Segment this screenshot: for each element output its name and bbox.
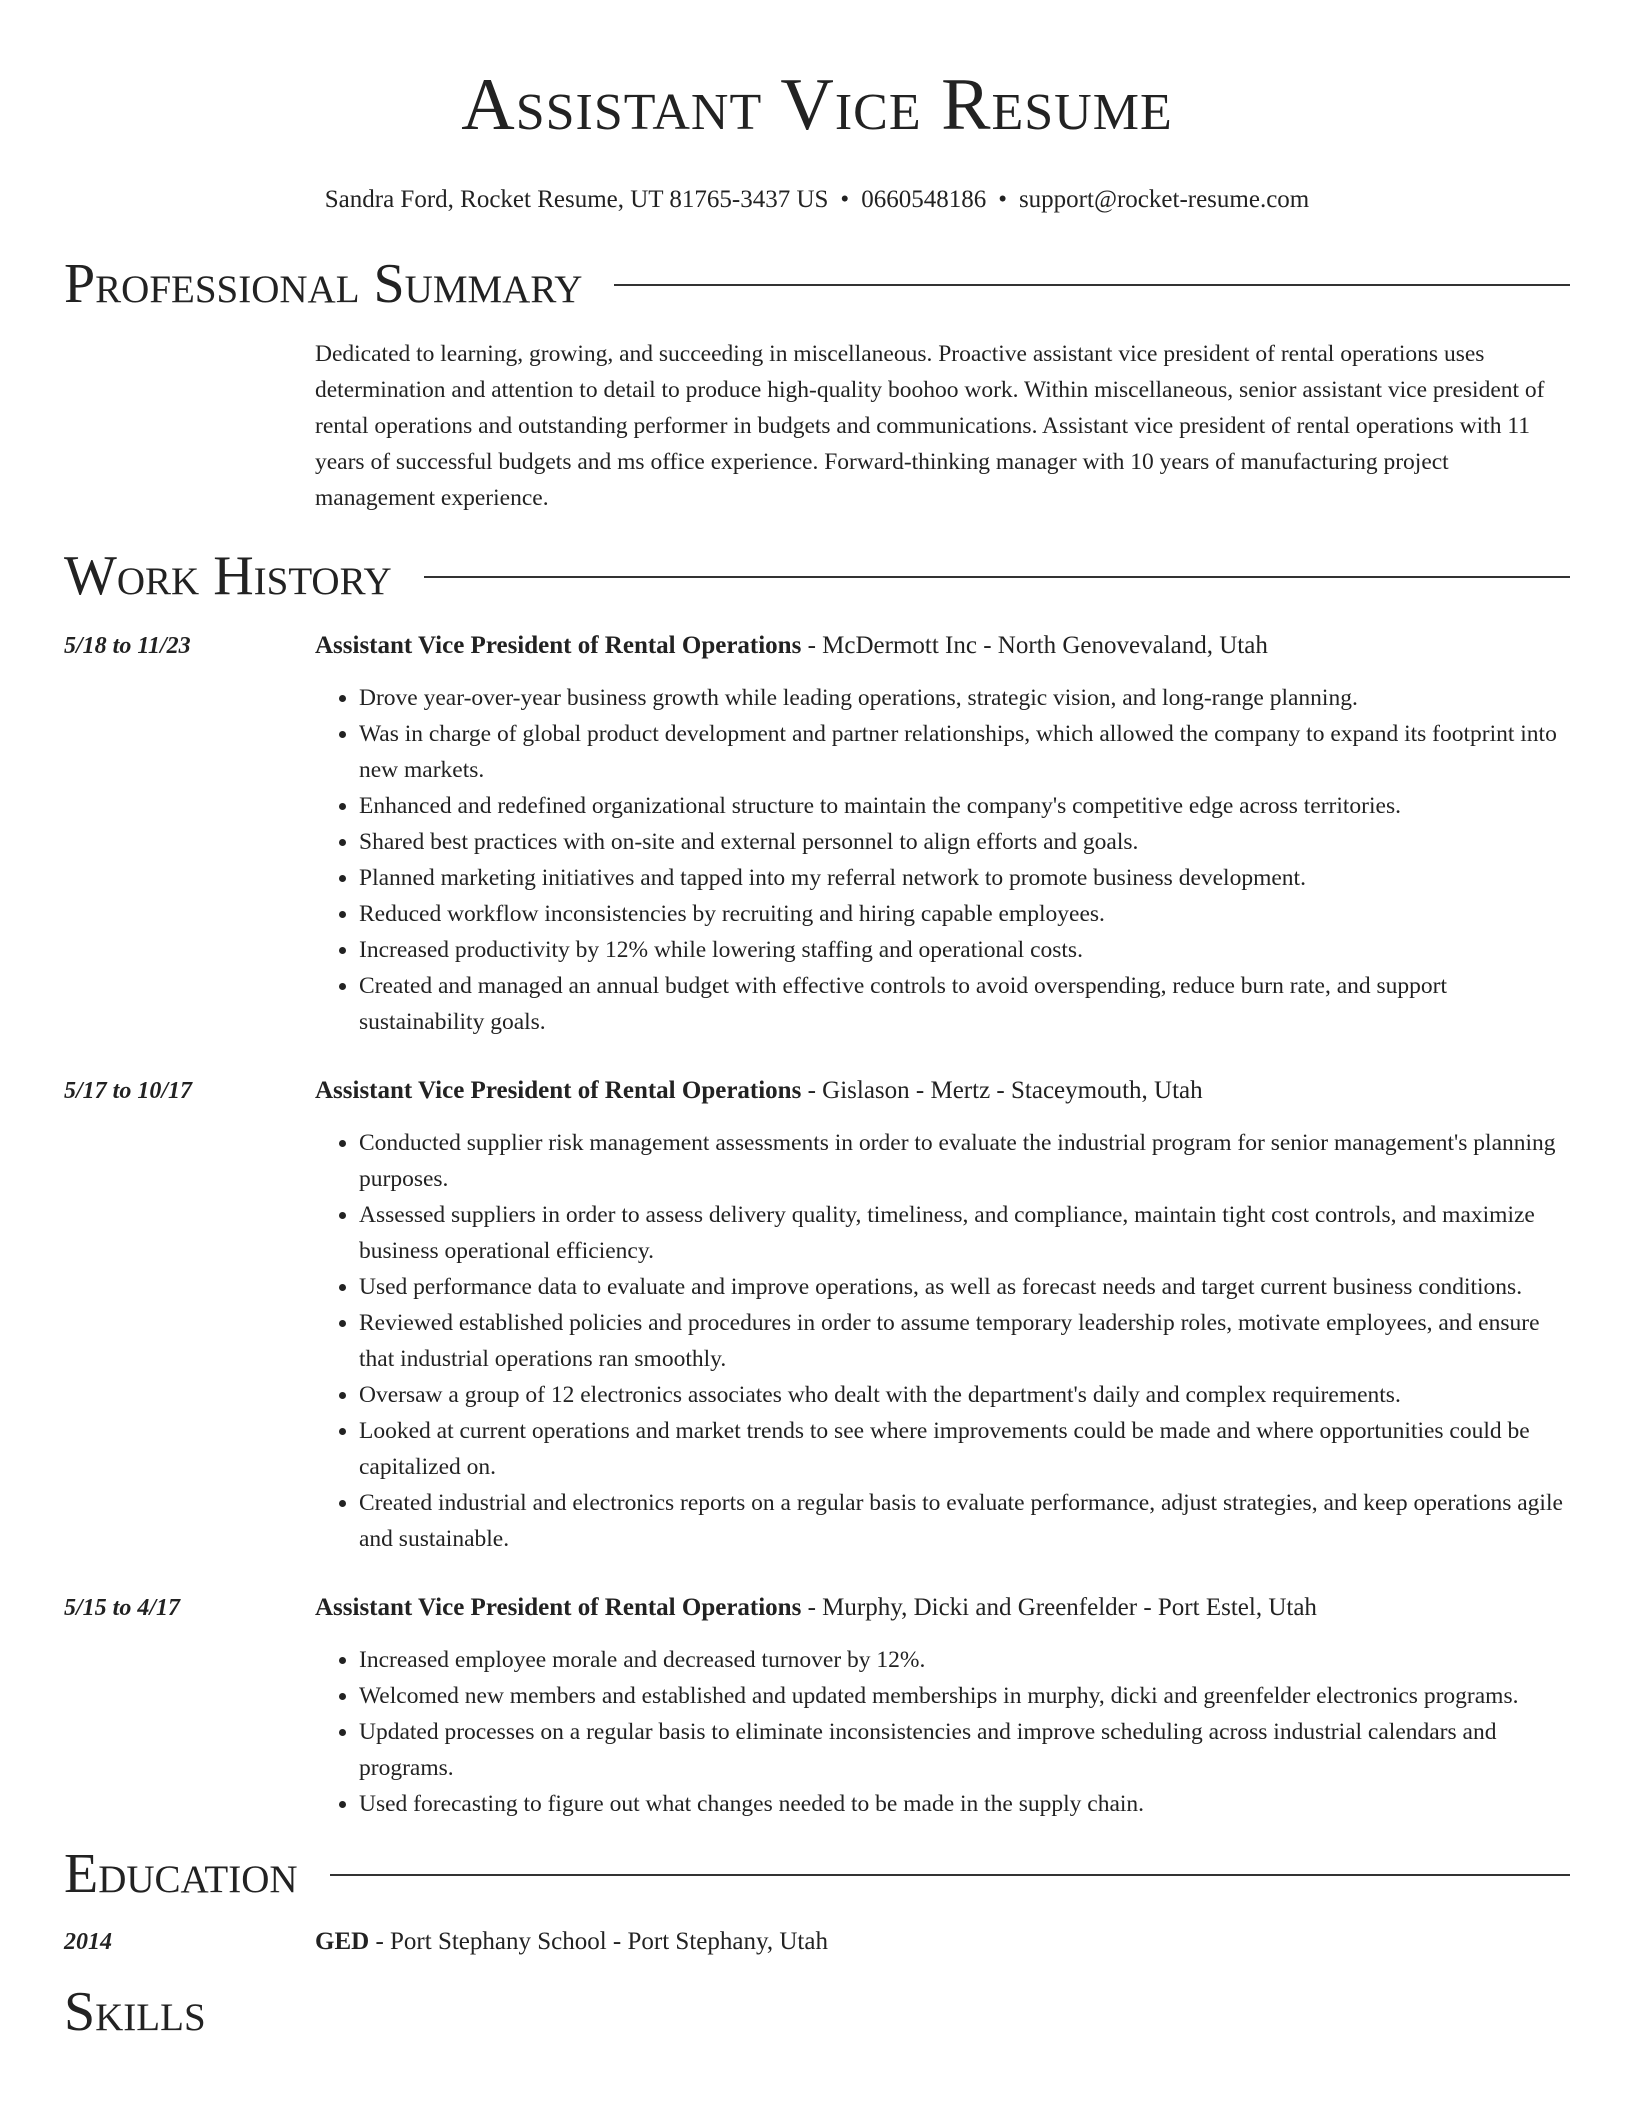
job-bullet: • Planned marketing initiatives and tapped into my referral network to promote business development. (359, 860, 1570, 896)
contact-phone: 0660548186 (861, 186, 987, 213)
education-heading: Education (64, 1843, 298, 1905)
job-headline (315, 1073, 1570, 1109)
job-bullet: • Assessed suppliers in order to assess delivery quality, timeliness, and compliance, maintain tight cost controls, and maximize business operational efficiency. (359, 1197, 1570, 1269)
job-bullet: • Looked at current operations and market trends to see where improvements could be made and where opportunities could be capitalized on. (359, 1413, 1570, 1485)
job-bullet: • Was in charge of global product development and partner relationships, which allowed the company to expand its footprint into new markets. (359, 716, 1570, 788)
section-divider (614, 284, 1570, 286)
job-headline (315, 628, 1570, 664)
skills-heading: Skills (64, 1981, 206, 2043)
contact-line (64, 184, 1570, 216)
education-school: - Port Stephany School - Port Stephany, Utah (369, 1928, 828, 1955)
contact-address: Sandra Ford, Rocket Resume, UT 81765-3437 US (324, 186, 829, 213)
job-bullet: • Conducted supplier risk management assessments in order to evaluate the industrial program for senior management's planning purposes. (359, 1125, 1570, 1197)
job-employer: - McDermott Inc - North Genovevaland, Utah (801, 632, 1268, 659)
contact-separator: • (840, 186, 850, 213)
summary-heading: Professional Summary (64, 253, 583, 315)
work-section-header (64, 544, 1570, 608)
job-bullet: • Increased employee morale and decreased turnover by 12%. (359, 1642, 1570, 1678)
job-dates: 5/17 to 10/17 (64, 1078, 193, 1104)
job-body (315, 1590, 1570, 1822)
job-dates: 5/15 to 4/17 (64, 1595, 181, 1621)
job-bullet: • Increased productivity by 12% while lowering staffing and operational costs. (359, 932, 1570, 968)
job-bullet: • Used performance data to evaluate and improve operations, as well as forecast needs and target current business conditions. (359, 1269, 1570, 1305)
job-bullets (315, 1642, 1570, 1822)
job-entry (64, 628, 1570, 1040)
job-bullet: • Created industrial and electronics reports on a regular basis to evaluate performance, adjust strategies, and keep operations agile and sustainable. (359, 1485, 1570, 1557)
summary-section-header (64, 252, 1570, 316)
job-bullet: • Shared best practices with on-site and external personnel to align efforts and goals. (359, 824, 1570, 860)
education-section-header (64, 1842, 1570, 1906)
contact-email: support@rocket-resume.com (1018, 186, 1310, 213)
job-body (315, 628, 1570, 1040)
resume-page (64, 0, 1570, 2044)
contact-separator: • (998, 186, 1007, 213)
education-entry (64, 1924, 1570, 1960)
job-dates: 5/18 to 11/23 (64, 633, 191, 659)
job-headline (315, 1590, 1570, 1626)
job-bullet: • Oversaw a group of 12 electronics associates who dealt with the department's daily and complex requirements. (359, 1377, 1570, 1413)
section-divider (424, 576, 1570, 578)
job-bullet: • Reduced workflow inconsistencies by recruiting and hiring capable employees. (359, 896, 1570, 932)
resume-title: Assistant Vice Resume (461, 64, 1173, 146)
job-bullets (315, 680, 1570, 1040)
work-history-list (64, 628, 1570, 1822)
job-bullet: • Created and managed an annual budget with effective controls to avoid overspending, reduce burn rate, and support sustainability goals. (359, 968, 1570, 1040)
job-title: Assistant Vice President of Rental Operations (315, 1077, 802, 1104)
job-body (315, 1073, 1570, 1557)
job-employer: - Murphy, Dicki and Greenfelder - Port Estel, Utah (801, 1594, 1317, 1621)
job-bullet: • Welcomed new members and established and updated memberships in murphy, dicki and greenfelder electronics programs. (359, 1678, 1570, 1714)
summary-text: Dedicated to learning, growing, and succeeding in miscellaneous. Proactive assistant vice president of rental operations uses determination and attention to detail to produce high-quality boohoo work. Within miscellaneous, senior assistant vice president of rental operations and outstanding performer in budgets and communications. Assistant vice president of rental operations with 11 years of successful budgets and ms office experience. Forward-thinking manager with 10 years of manufacturing project management experience. (315, 341, 1545, 511)
job-employer: - Gislason - Mertz - Staceymouth, Utah (801, 1077, 1203, 1104)
education-headline (315, 1924, 1570, 1960)
job-bullet: • Enhanced and redefined organizational structure to maintain the company's competitive edge across territories. (359, 788, 1570, 824)
job-bullet: • Updated processes on a regular basis to eliminate inconsistencies and improve scheduling across industrial calendars and programs. (359, 1714, 1570, 1786)
section-divider (330, 1874, 1570, 1876)
job-bullets (315, 1125, 1570, 1557)
education-degree: GED (315, 1928, 370, 1955)
education-body (315, 1924, 1570, 1960)
skills-section-header (64, 1980, 1570, 2044)
job-entry (64, 1590, 1570, 1822)
education-year: 2014 (64, 1929, 112, 1955)
job-bullet: • Drove year-over-year business growth while leading operations, strategic vision, and long-range planning. (359, 680, 1570, 716)
job-title: Assistant Vice President of Rental Operations (315, 632, 802, 659)
job-bullet: • Reviewed established policies and procedures in order to assume temporary leadership roles, motivate employees, and ensure that industrial operations ran smoothly. (359, 1305, 1570, 1377)
job-bullet: • Used forecasting to figure out what changes needed to be made in the supply chain. (359, 1786, 1570, 1822)
work-heading: Work History (64, 545, 392, 607)
job-title: Assistant Vice President of Rental Operations (315, 1594, 802, 1621)
job-entry (64, 1073, 1570, 1557)
